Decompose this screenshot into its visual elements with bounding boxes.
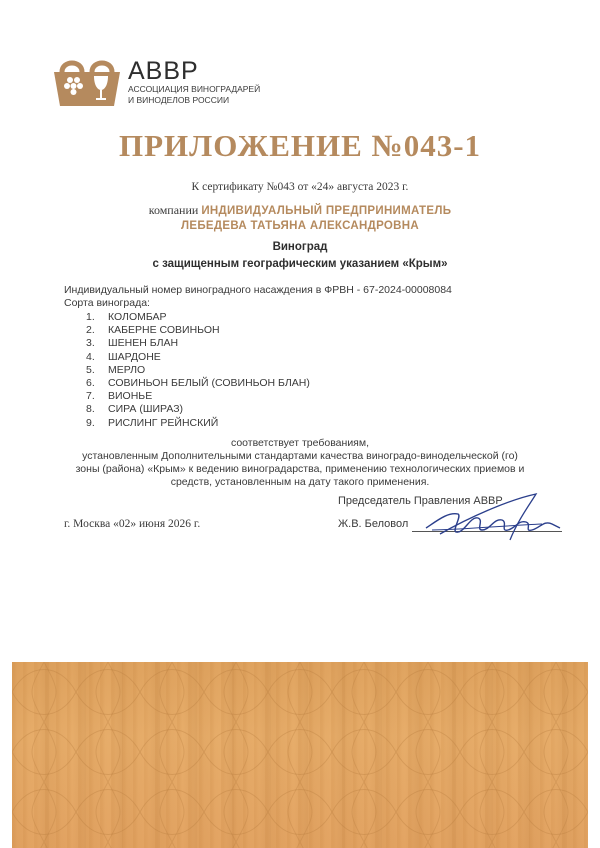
company-label: компании	[148, 203, 199, 217]
list-item-name: СОВИНЬОН БЕЛЫЙ (СОВИНЬОН БЛАН)	[108, 376, 310, 389]
list-item-name: МЕРЛО	[108, 363, 146, 376]
org-name-line: АССОЦИАЦИЯ ВИНОГРАДАРЕЙ	[128, 84, 261, 94]
list-item	[86, 351, 310, 364]
list-item-name: КОЛОМБАР	[108, 311, 167, 323]
org-name-block	[128, 58, 260, 106]
list-item-number: 8.	[86, 403, 95, 416]
decorative-wood-panel	[12, 662, 588, 848]
chair-title: Председатель Правления АВВР	[338, 495, 503, 507]
product-line: с защищенным географическим указанием «Крым»	[152, 258, 448, 270]
list-item-name: ВИОНЬЕ	[108, 390, 153, 403]
conformity-line: соответствует требованиям,	[230, 437, 370, 449]
list-item-number: 5.	[86, 363, 95, 376]
list-item-number: 2.	[86, 324, 95, 337]
list-item-number: 6.	[86, 376, 95, 389]
list-item	[86, 311, 310, 324]
list-item	[86, 337, 310, 350]
list-item-name: СИРА (ШИРАЗ)	[108, 403, 184, 416]
certificate-reference: К сертификату №043 от «24» августа 2023 г.	[191, 181, 409, 193]
list-item	[86, 364, 310, 377]
org-abbreviation: АВВР	[128, 57, 199, 85]
registration-number: Индивидуальный номер виноградного насаждения в ФРВН - 67-2024-00008084	[64, 284, 452, 296]
varieties-list	[86, 311, 310, 430]
handwritten-signature	[418, 490, 568, 548]
list-item	[86, 377, 310, 390]
company-name-line: ИНДИВИДУАЛЬНЫЙ ПРЕДПРИНИМАТЕЛЬ	[201, 205, 452, 217]
company-name-line: ЛЕБЕДЕВА ТАТЬЯНА АЛЕКСАНДРОВНА	[181, 220, 419, 232]
org-name-line: И ВИНОДЕЛОВ РОССИИ	[128, 95, 230, 105]
list-item	[86, 417, 310, 430]
company-block	[0, 203, 600, 234]
place-and-date: г. Москва «02» июня 2026 г.	[64, 518, 201, 530]
list-item	[86, 390, 310, 403]
conformity-line: средств, установленным на дату такого применения.	[170, 476, 430, 488]
list-item	[86, 324, 310, 337]
page-title: ПРИЛОЖЕНИЕ №043-1	[118, 128, 482, 163]
varieties-label: Сорта винограда:	[64, 297, 150, 309]
grape-wine-basket-logo-icon	[52, 56, 122, 108]
list-item-number: 9.	[86, 416, 95, 429]
list-item-number: 3.	[86, 337, 95, 350]
product-block	[0, 239, 600, 273]
list-item-name: КАБЕРНЕ СОВИНЬОН	[108, 324, 220, 337]
conformity-statement	[0, 437, 600, 489]
list-item-name: ШАРДОНЕ	[108, 350, 161, 363]
product-line: Виноград	[272, 241, 328, 253]
list-item-number: 4.	[86, 350, 95, 363]
list-item-name: РИСЛИНГ РЕЙНСКИЙ	[108, 416, 219, 429]
conformity-line: установленным Дополнительными стандартами качества виноградо-винодельческой (го)	[82, 450, 518, 462]
list-item-number: 7.	[86, 390, 95, 403]
list-item-name: ШЕНЕН БЛАН	[108, 337, 179, 350]
conformity-line: зоны (района) «Крым» к ведению виноградарства, применению технологических приемов и	[75, 463, 525, 475]
list-item-number: 1.	[86, 311, 95, 323]
ornament-pattern	[12, 662, 588, 848]
signer-name: Ж.В. Беловол	[338, 518, 409, 530]
list-item	[86, 403, 310, 416]
